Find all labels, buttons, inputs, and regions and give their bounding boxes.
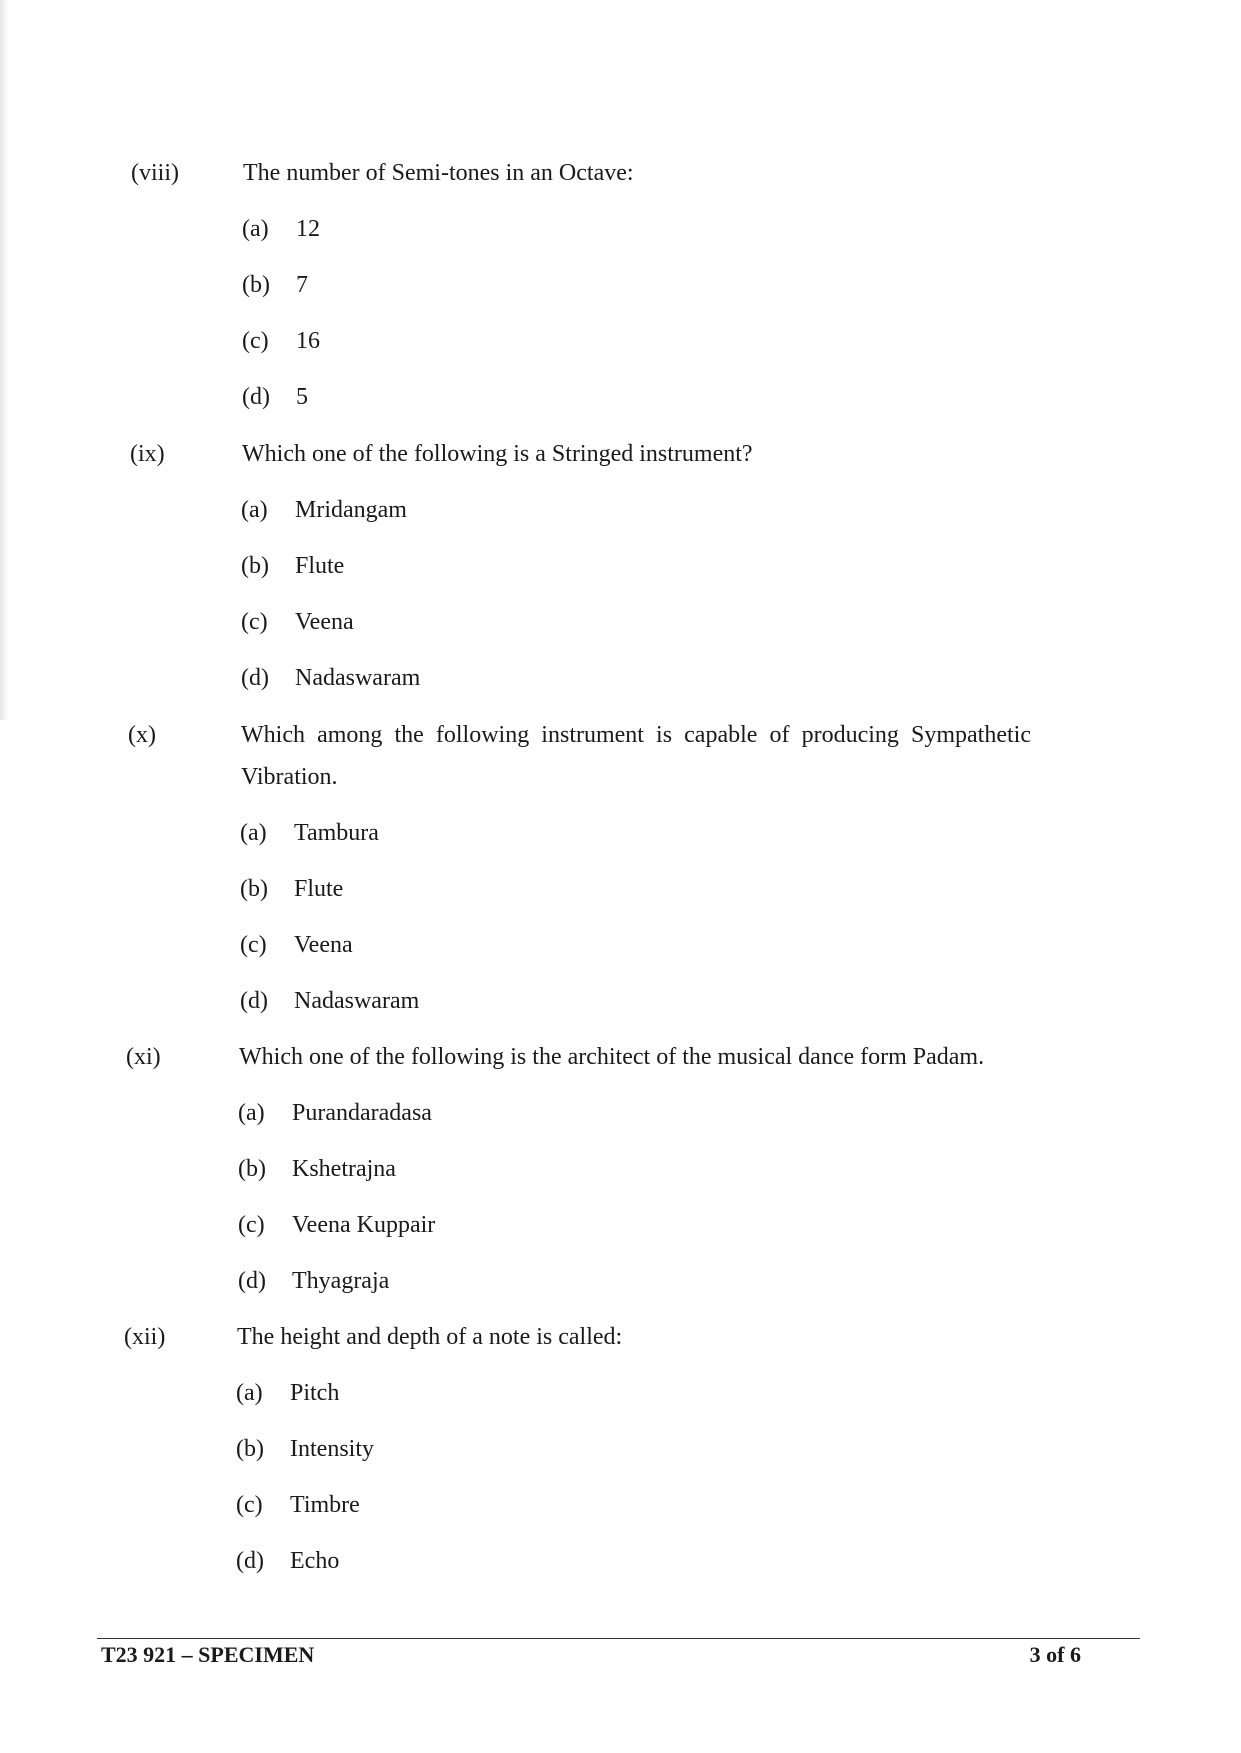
- question-number: (xi): [126, 1044, 161, 1070]
- question-text: The height and depth of a note is called:: [237, 1324, 623, 1350]
- option-letter: (b): [242, 272, 270, 298]
- option-text: Purandaradasa: [292, 1100, 432, 1126]
- footer-rule: [97, 1638, 1140, 1639]
- option-letter: (c): [241, 609, 268, 635]
- option-d: [240, 986, 419, 1016]
- option-a: [238, 1098, 432, 1128]
- option-b: [241, 551, 344, 581]
- option-a: [240, 818, 379, 848]
- option-letter: (a): [238, 1100, 265, 1126]
- option-letter: (c): [238, 1212, 265, 1238]
- option-letter: (a): [240, 820, 267, 846]
- option-text: Tambura: [294, 820, 379, 846]
- option-a: [236, 1378, 339, 1408]
- option-text: Thyagraja: [292, 1268, 390, 1294]
- footer-paper-code: T23 921 – SPECIMEN: [101, 1642, 315, 1667]
- option-text: Flute: [295, 553, 345, 579]
- option-text: 16: [296, 328, 320, 354]
- option-text: Veena: [295, 609, 354, 635]
- option-text: Nadaswaram: [295, 665, 421, 691]
- option-text: Echo: [290, 1548, 340, 1574]
- option-text: Flute: [294, 876, 344, 902]
- option-text: Veena Kuppair: [292, 1212, 436, 1238]
- question-text: The number of Semi-tones in an Octave:: [243, 160, 634, 186]
- option-text: Timbre: [290, 1492, 360, 1518]
- option-letter: (b): [238, 1156, 266, 1182]
- footer-page-number: 3 of 6: [1029, 1642, 1081, 1667]
- option-letter: (b): [236, 1436, 264, 1462]
- option-b: [236, 1434, 374, 1464]
- option-b: [240, 874, 343, 904]
- option-c: [236, 1490, 360, 1520]
- option-c: [241, 607, 354, 637]
- option-text: 5: [296, 384, 308, 410]
- scan-edge-shadow: [0, 0, 8, 720]
- option-a: [241, 495, 407, 525]
- question-number: (ix): [130, 441, 165, 467]
- question-number: (xii): [124, 1324, 166, 1350]
- option-a: [242, 214, 320, 244]
- question-text: Which one of the following is a Stringed instrument?: [242, 441, 753, 467]
- option-text: Veena: [294, 932, 353, 958]
- option-letter: (c): [242, 328, 269, 354]
- option-text: Pitch: [290, 1380, 340, 1406]
- option-text: Intensity: [290, 1436, 374, 1462]
- option-c: [240, 930, 353, 960]
- option-letter: (d): [241, 665, 269, 691]
- option-text: 7: [296, 272, 308, 298]
- option-text: Mridangam: [295, 497, 407, 523]
- option-letter: (c): [236, 1492, 263, 1518]
- option-c: [238, 1210, 435, 1240]
- option-d: [236, 1546, 339, 1576]
- option-text: Kshetrajna: [292, 1156, 396, 1182]
- option-letter: (a): [242, 216, 269, 242]
- option-letter: (d): [236, 1548, 264, 1574]
- option-text: Nadaswaram: [294, 988, 420, 1014]
- option-letter: (b): [241, 553, 269, 579]
- option-letter: (d): [240, 988, 268, 1014]
- option-text: 12: [296, 216, 320, 242]
- option-d: [242, 382, 308, 412]
- option-b: [242, 270, 308, 300]
- option-letter: (a): [241, 497, 268, 523]
- option-letter: (d): [238, 1268, 266, 1294]
- option-d: [238, 1266, 389, 1296]
- option-letter: (b): [240, 876, 268, 902]
- question-text: Which one of the following is the architect of the musical dance form Padam.: [239, 1044, 985, 1070]
- question-number: (x): [128, 722, 156, 748]
- question-number: (viii): [131, 160, 179, 186]
- option-b: [238, 1154, 396, 1184]
- option-letter: (d): [242, 384, 270, 410]
- option-letter: (c): [240, 932, 267, 958]
- option-letter: (a): [236, 1380, 263, 1406]
- question-text: Which among the following instrument is capable of producing Sympathetic Vibration.: [241, 722, 1031, 790]
- option-c: [242, 326, 320, 356]
- option-d: [241, 663, 420, 693]
